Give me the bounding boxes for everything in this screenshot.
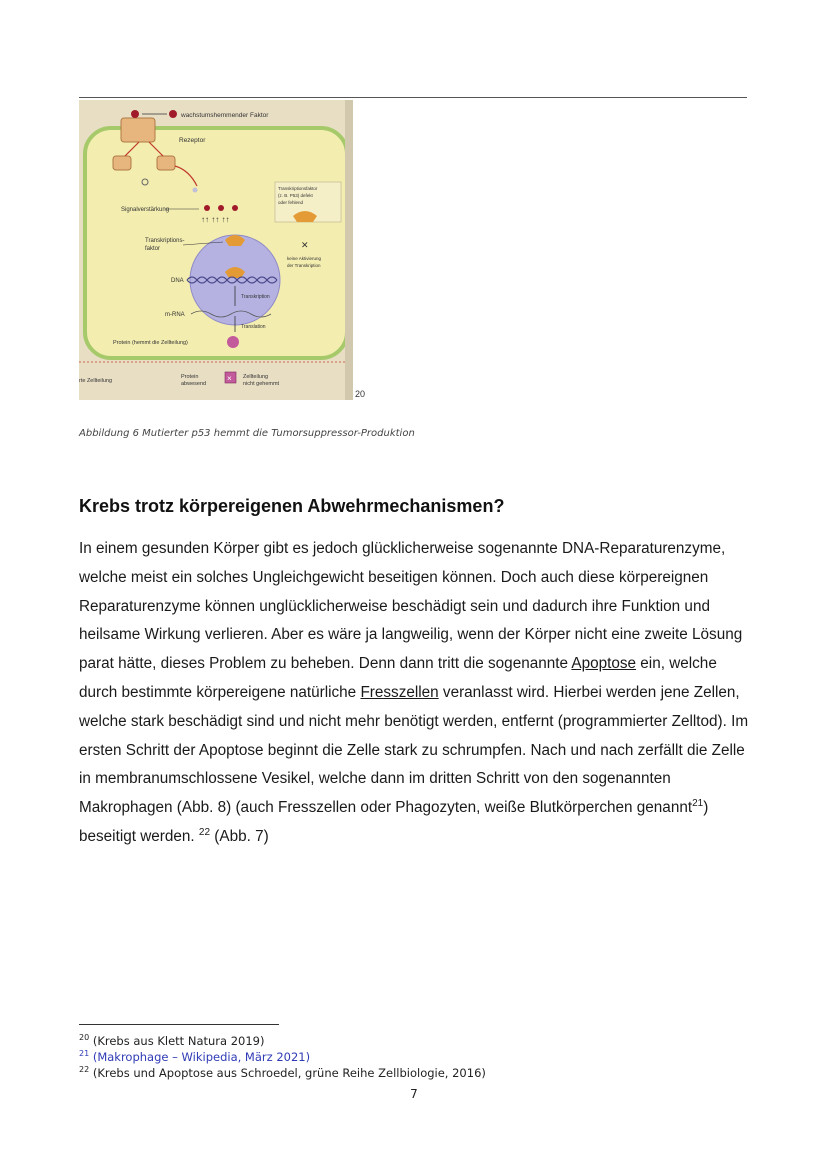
p53-diagram-svg bbox=[79, 100, 353, 400]
page-number: 7 bbox=[410, 1087, 418, 1101]
label-division-2: nicht gehemmt bbox=[243, 381, 280, 387]
label-no-activation-1: keine Aktivierung bbox=[287, 256, 322, 261]
header-rule bbox=[79, 97, 747, 98]
label-mrna: m-RNA bbox=[165, 312, 185, 318]
footnotes bbox=[79, 1033, 486, 1081]
figure-caption: Abbildung 6 Mutierter p53 hemmt die Tumorsuppressor-Produktion bbox=[79, 428, 415, 439]
body-paragraph: In einem gesunden Körper gibt es jedoch glücklicherweise sogenannte DNA-Reparaturenzyme, welche meist ein solches Ungleichgewicht beseitigen können. Doch auch diese körpereignen Reparaturenzyme können unglücklicherweise beschädigt sein und dadurch ihre Funktion und heilsame Wirkung verlieren. Aber es wäre ja langweilig, wenn der Körper nicht eine zweite Lösung parat hätte, dieses Problem zu beheben. Denn dann tritt die sogenannte Apoptose ein, welche durch bestimmte körpereigene natürliche Fresszellen veranlasst wird. Hierbei werden jene Zellen, welche stark beschädigt sind und nicht mehr benötigt werden, entfernt (programmierter Zelltod). Im ersten Schritt der Apoptose beginnt die Zelle stark zu schrumpfen. Nach und nach zerfällt die Zelle in membranumschlossene Vesikel, welche dann im dritten Schritt von den sogenannten Makrophagen (Abb. 8) (auch Fresszellen oder Phagozyten, weiße Blutkörperchen genannt$^{21}$) beseitigt werden. $^{22}$ (Abb. 7) bbox=[79, 540, 749, 845]
footnote-20: $^{20}$ (Krebs aus Klett Natura 2019) bbox=[79, 1033, 265, 1048]
footnote-22: $^{22}$ (Krebs und Apoptose aus Schroedel, grüne Reihe Zellbiologie, 2016) bbox=[79, 1065, 486, 1080]
label-translation: Translation bbox=[241, 324, 266, 330]
label-factor: wachstumshemmender Faktor bbox=[181, 112, 269, 119]
label-division-1: Zellteilung bbox=[243, 374, 269, 380]
footnote-ref-22: 22 bbox=[198, 826, 211, 838]
svg-text:×: × bbox=[227, 374, 232, 383]
label-tf2: faktor bbox=[145, 246, 161, 252]
label-bottom-left: rte Zellteilung bbox=[79, 378, 113, 384]
svg-text:↑↑ ↑↑ ↑↑: ↑↑ ↑↑ ↑↑ bbox=[201, 215, 230, 224]
figure-footnote-ref: 20 bbox=[355, 389, 366, 399]
footnote-21-link[interactable]: $^{21}$ (Makrophage – Wikipedia, März 2021) bbox=[79, 1049, 311, 1064]
label-defect-3: oder fehlend bbox=[278, 200, 304, 205]
label-protein: Protein (hemmt die Zellteilung) bbox=[113, 340, 188, 346]
receptor-shape bbox=[121, 118, 155, 142]
label-protein-absent-2: abwesend bbox=[181, 381, 207, 387]
factor-dot bbox=[131, 110, 139, 118]
label-tf: Transkriptions- bbox=[145, 238, 185, 244]
label-protein-absent-1: Protein bbox=[181, 374, 199, 380]
figure-p53-diagram bbox=[79, 100, 353, 400]
label-dna: DNA bbox=[171, 278, 184, 284]
label-defect-2: (z. B. P53) defekt bbox=[278, 193, 313, 198]
label-no-activation-2: der Transkription bbox=[287, 263, 321, 268]
link-fresszellen[interactable]: Fresszellen bbox=[360, 683, 439, 701]
section-heading: Krebs trotz körpereigenen Abwehrmechanismen? bbox=[79, 496, 505, 516]
label-signal: Signalverstärkung bbox=[121, 207, 170, 213]
link-apoptose[interactable]: Apoptose bbox=[571, 655, 637, 673]
svg-text:✕: ✕ bbox=[301, 240, 309, 250]
label-receptor: Rezeptor bbox=[179, 137, 206, 144]
footnote-rule bbox=[79, 1024, 279, 1025]
label-transcription: Transkription bbox=[241, 294, 270, 300]
label-defect-1: Transkriptionsfaktor bbox=[278, 186, 318, 191]
footnote-ref-21: 21 bbox=[692, 798, 704, 810]
